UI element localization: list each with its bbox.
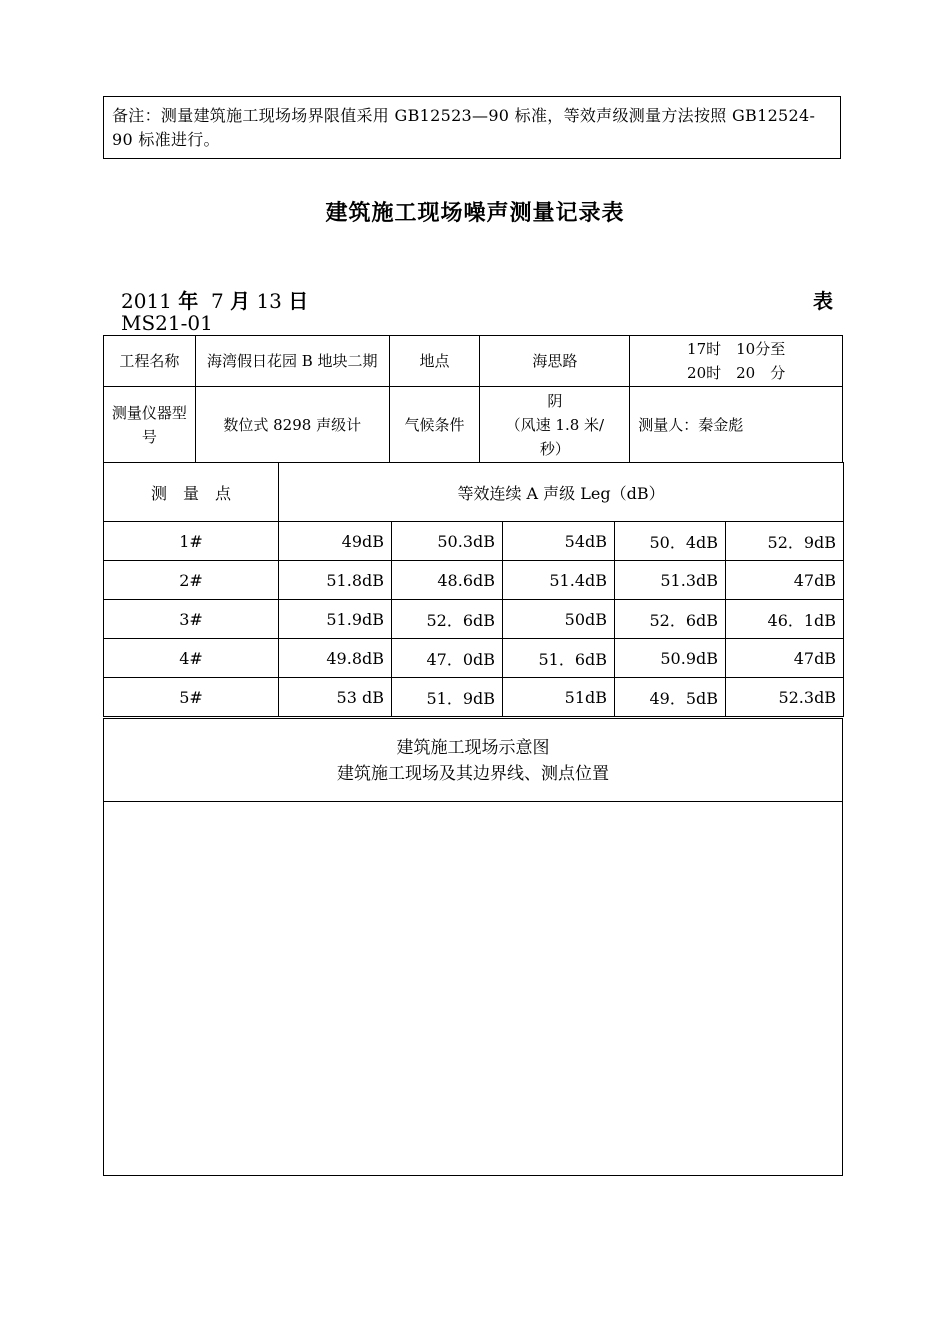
weather-line-3: 秒） [539, 439, 570, 458]
value-cell: 51．9dB [392, 678, 503, 717]
weather-line-1: 阴 [547, 391, 563, 410]
info-row-instrument [104, 387, 843, 463]
diagram-title: 建筑施工现场示意图 [396, 738, 550, 758]
value-cell: 49．5dB [615, 678, 726, 717]
weather-value [480, 387, 630, 463]
value-cell: 51.3dB [615, 561, 726, 600]
time-start: 17时 10分至 [687, 340, 786, 358]
value-cell: 52．9dB [726, 522, 844, 561]
form-number: MS21-01 [121, 311, 213, 335]
date-year-unit: 年 [178, 289, 199, 313]
value-cell: 47dB [726, 639, 844, 678]
point-label: 1# [104, 522, 279, 561]
date-day: 13 [256, 289, 282, 313]
value-cell: 54dB [503, 522, 615, 561]
location-label: 地点 [389, 336, 480, 387]
value-cell: 52.3dB [726, 678, 844, 717]
diagram-area [103, 801, 843, 1176]
measurer: 测量人：秦金彪 [630, 387, 843, 463]
diagram-header [103, 718, 843, 802]
weather-line-2: （风速 1.8 米/ [505, 415, 605, 434]
date-year: 2011 [121, 289, 172, 313]
table-row [104, 600, 844, 639]
point-label: 4# [104, 639, 279, 678]
location-value: 海思路 [480, 336, 630, 387]
value-cell: 51.8dB [279, 561, 392, 600]
note-text: 备注：测量建筑施工现场场界限值采用 GB12523—90 标准，等效声级测量方法按照 GB12524-90 标准进行。 [112, 106, 816, 149]
table-label: 表 [813, 289, 833, 313]
time-range [630, 336, 843, 387]
diagram-subtitle: 建筑施工现场及其边界线、测点位置 [337, 764, 609, 784]
value-cell: 52．6dB [392, 600, 503, 639]
measurement-header-row [104, 463, 844, 522]
date-month-unit: 月 [230, 289, 251, 313]
instrument-value: 数位式 8298 声级计 [195, 387, 389, 463]
value-cell: 52．6dB [615, 600, 726, 639]
value-cell: 53 dB [279, 678, 392, 717]
date-day-unit: 日 [288, 289, 309, 313]
table-row [104, 561, 844, 600]
value-cell: 47dB [726, 561, 844, 600]
value-cell: 51.4dB [503, 561, 615, 600]
table-row [104, 639, 844, 678]
value-cell: 47．0dB [392, 639, 503, 678]
project-value: 海湾假日花园 B 地块二期 [195, 336, 389, 387]
table-row [104, 522, 844, 561]
note-box [103, 96, 841, 159]
table-row [104, 678, 844, 717]
value-cell: 49.8dB [279, 639, 392, 678]
page-title: 建筑施工现场噪声测量记录表 [325, 201, 625, 226]
date-line [121, 285, 833, 314]
value-cell: 48.6dB [392, 561, 503, 600]
info-table [103, 335, 843, 463]
point-label: 5# [104, 678, 279, 717]
value-cell: 50．4dB [615, 522, 726, 561]
value-cell: 51.9dB [279, 600, 392, 639]
measurement-table [103, 462, 844, 717]
value-cell: 46．1dB [726, 600, 844, 639]
info-row-project [104, 336, 843, 387]
point-header: 测 量 点 [104, 463, 279, 522]
point-label: 2# [104, 561, 279, 600]
project-label: 工程名称 [104, 336, 196, 387]
value-cell: 50.3dB [392, 522, 503, 561]
point-label: 3# [104, 600, 279, 639]
weather-label: 气候条件 [389, 387, 480, 463]
value-cell: 50.9dB [615, 639, 726, 678]
instrument-label: 测量仪器型号 [104, 387, 196, 463]
date-month: 7 [210, 289, 224, 313]
value-cell: 49dB [279, 522, 392, 561]
value-cell: 50dB [503, 600, 615, 639]
value-cell: 51．6dB [503, 639, 615, 678]
value-cell: 51dB [503, 678, 615, 717]
value-header: 等效连续 A 声级 Leg（dB） [279, 463, 844, 522]
time-end: 20时 20 分 [687, 364, 786, 382]
